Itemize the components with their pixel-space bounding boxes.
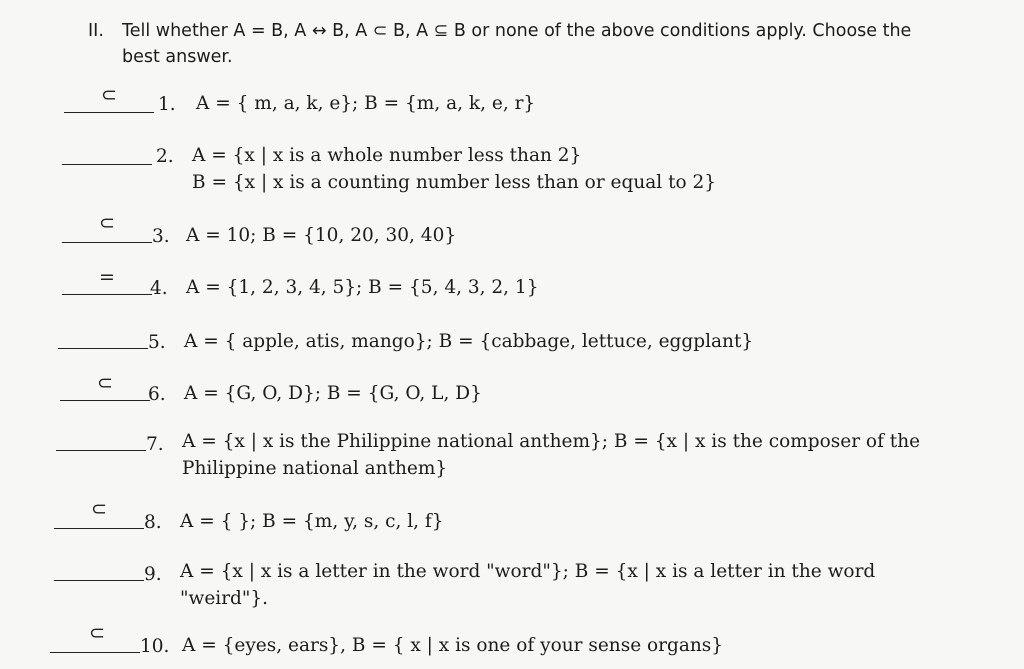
answer-mark-8: ⊂ bbox=[91, 498, 107, 520]
item-number-1: 1. bbox=[158, 94, 176, 115]
item-number-6: 6. bbox=[148, 384, 166, 405]
item-text-8: A = { }; B = {m, y, s, c, l, f} bbox=[180, 511, 444, 532]
item-text-10: A = {eyes, ears}, B = { x | x is one of your sense organs} bbox=[182, 635, 724, 656]
instruction-line-1: Tell whether A = B, A ↔ B, A ⊂ B, A ⊆ B or none of the above conditions apply. Choose the bbox=[122, 21, 912, 41]
answer-blank-9[interactable] bbox=[54, 580, 144, 581]
answer-blank-5[interactable] bbox=[58, 348, 148, 349]
item-number-5: 5. bbox=[148, 332, 166, 353]
item-number-10: 10. bbox=[140, 636, 170, 657]
answer-blank-2[interactable] bbox=[62, 164, 152, 165]
answer-blank-8[interactable] bbox=[54, 528, 144, 529]
answer-blank-10[interactable] bbox=[50, 652, 140, 653]
item-number-4: 4. bbox=[150, 278, 168, 299]
answer-mark-4: = bbox=[99, 266, 115, 288]
item-text-2: A = {x | x is a whole number less than 2} B = {x | x is a counting number less than or equal to 2} bbox=[192, 145, 717, 193]
item-text-7: A = {x | x is the Philippine national anthem}; B = {x | x is the composer of the Philippine national anthem} bbox=[182, 431, 921, 479]
item-text-9: A = {x | x is a letter in the word "word"}; B = {x | x is a letter in the word "weird"}. bbox=[180, 561, 876, 609]
answer-blank-1[interactable] bbox=[64, 112, 154, 113]
item-number-7: 7. bbox=[146, 434, 164, 455]
answer-mark-10: ⊂ bbox=[89, 622, 105, 644]
item-number-9: 9. bbox=[144, 564, 162, 585]
answer-blank-4[interactable] bbox=[62, 294, 152, 295]
answer-blank-6[interactable] bbox=[60, 400, 150, 401]
answer-mark-3: ⊂ bbox=[99, 212, 115, 234]
section-number: II. bbox=[88, 21, 104, 41]
answer-mark-1: ⊂ bbox=[101, 84, 117, 106]
answer-blank-3[interactable] bbox=[62, 242, 152, 243]
item-number-3: 3. bbox=[152, 226, 170, 247]
answer-blank-7[interactable] bbox=[56, 450, 146, 451]
item-text-6: A = {G, O, D}; B = {G, O, L, D} bbox=[184, 383, 482, 404]
item-number-8: 8. bbox=[144, 512, 162, 533]
item-number-2: 2. bbox=[156, 146, 174, 167]
item-text-5: A = { apple, atis, mango}; B = {cabbage, lettuce, eggplant} bbox=[184, 331, 754, 352]
section-header bbox=[88, 18, 968, 70]
item-text-1: A = { m, a, k, e}; B = {m, a, k, e, r} bbox=[196, 93, 536, 114]
instruction-line-2: best answer. bbox=[122, 47, 233, 67]
item-text-4: A = {1, 2, 3, 4, 5}; B = {5, 4, 3, 2, 1} bbox=[186, 277, 539, 298]
answer-mark-6: ⊂ bbox=[97, 372, 113, 394]
item-text-3: A = 10; B = {10, 20, 30, 40} bbox=[186, 225, 457, 246]
